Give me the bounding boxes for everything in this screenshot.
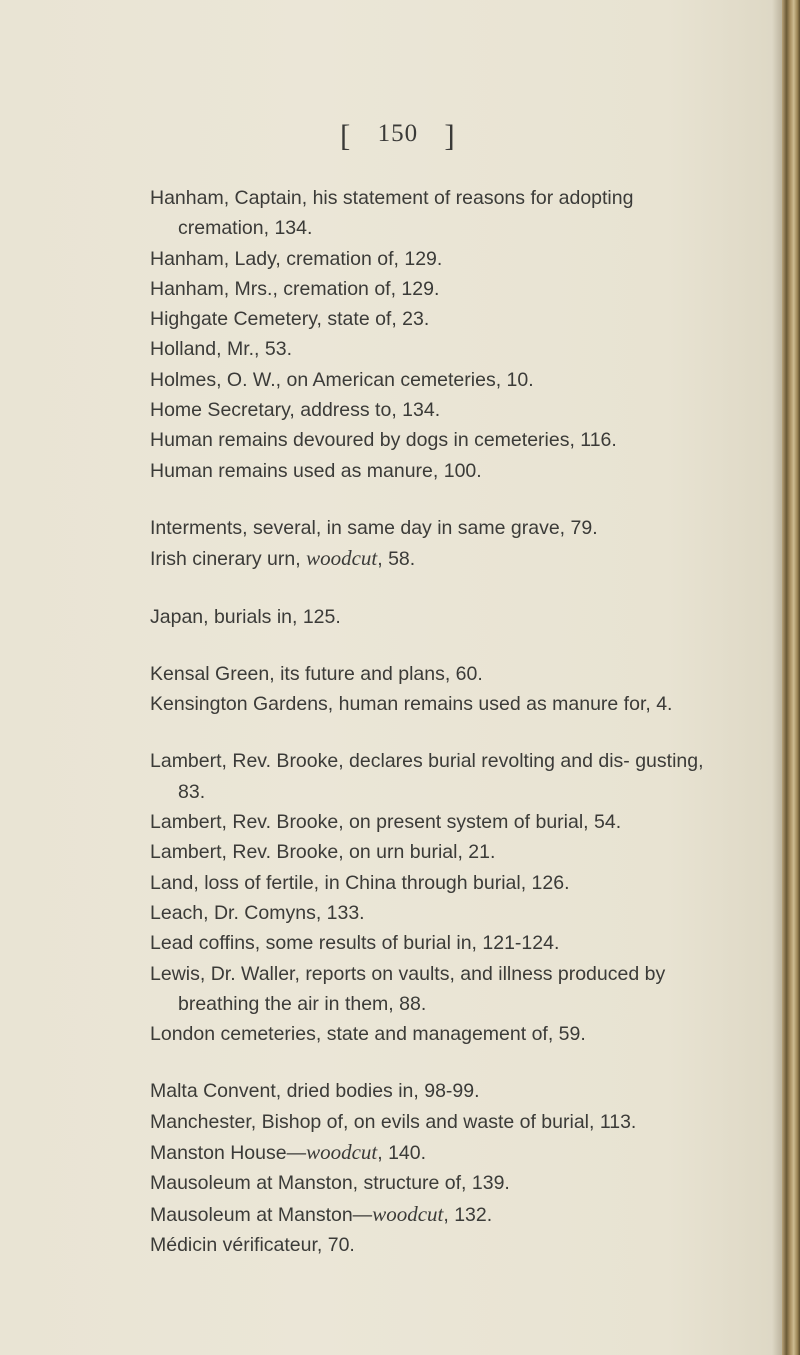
index-entry: Kensal Green, its future and plans, 60.: [150, 662, 483, 685]
index-entry: London cemeteries, state and management of, 59.: [150, 1023, 586, 1046]
index-entry: Japan, burials in, 125.: [150, 605, 341, 628]
index-group-h: [150, 183, 780, 486]
index-entry: Human remains used as manure, 100.: [150, 459, 482, 482]
index-entry: Lambert, Rev. Brooke, on present system of burial, 54.: [150, 811, 622, 834]
index-entry: Holland, Mr., 53.: [150, 338, 292, 361]
entry-italic: woodcut: [306, 546, 378, 571]
entry-text: Mausoleum at Manston—: [150, 1203, 373, 1226]
index-entry: Mausoleum at Manston, structure of, 139.: [150, 1172, 510, 1195]
index-entry: [150, 1137, 780, 1168]
entry-italic: woodcut: [372, 1201, 444, 1226]
index-entry: Kensington Gardens, human remains used as manure for, 4.: [150, 693, 673, 716]
entry-text: , 132.: [443, 1203, 493, 1226]
index-group-k: [150, 659, 780, 720]
index-entry: [150, 543, 780, 574]
index-group-i: [150, 513, 780, 575]
index-entry: Lead coffins, some results of burial in, 121-124.: [150, 932, 560, 955]
index-entry: Lambert, Rev. Brooke, declares burial revolting and dis- gusting, 83.: [150, 750, 704, 803]
page-header: [340, 118, 456, 154]
page-number: 150: [377, 120, 419, 147]
index-entry: [150, 1199, 780, 1230]
index-group-l: [150, 746, 780, 1049]
index-entry: Land, loss of fertile, in China through burial, 126.: [150, 871, 570, 894]
book-fore-edge: [782, 0, 800, 1355]
index-entry: Hanham, Captain, his statement of reasons for adopting cremation, 134.: [150, 187, 634, 240]
index-entry: Manchester, Bishop of, on evils and waste of burial, 113.: [150, 1110, 637, 1133]
index-entry: Malta Convent, dried bodies in, 98-99.: [150, 1080, 480, 1103]
index-entry: Leach, Dr. Comyns, 133.: [150, 901, 365, 924]
index-entry: Highgate Cemetery, state of, 23.: [150, 308, 430, 331]
index-entry: Lewis, Dr. Waller, reports on vaults, and illness produced by breathing the air in them, 88.: [150, 962, 666, 1015]
bracket-open: [: [340, 118, 352, 153]
index-entry: Hanham, Mrs., cremation of, 129.: [150, 277, 440, 300]
index-entry: Lambert, Rev. Brooke, on urn burial, 21.: [150, 841, 496, 864]
index-entry: Hanham, Lady, cremation of, 129.: [150, 247, 443, 270]
index-entry: Holmes, O. W., on American cemeteries, 10.: [150, 368, 534, 391]
index-entries: [150, 183, 780, 1287]
entry-italic: woodcut: [306, 1140, 378, 1165]
index-entry: Médicin vérificateur, 70.: [150, 1233, 355, 1256]
entry-text: , 140.: [377, 1142, 427, 1165]
entry-text: , 58.: [377, 548, 416, 571]
index-group-m: [150, 1076, 780, 1260]
bracket-close: ]: [444, 118, 456, 153]
entry-text: Manston House—: [150, 1142, 307, 1165]
index-group-j: [150, 602, 780, 632]
index-entry: Home Secretary, address to, 134.: [150, 399, 441, 422]
entry-text: Irish cinerary urn,: [150, 548, 307, 571]
index-entry: Human remains devoured by dogs in cemeteries, 116.: [150, 429, 617, 452]
index-entry: Interments, several, in same day in same grave, 79.: [150, 516, 598, 539]
